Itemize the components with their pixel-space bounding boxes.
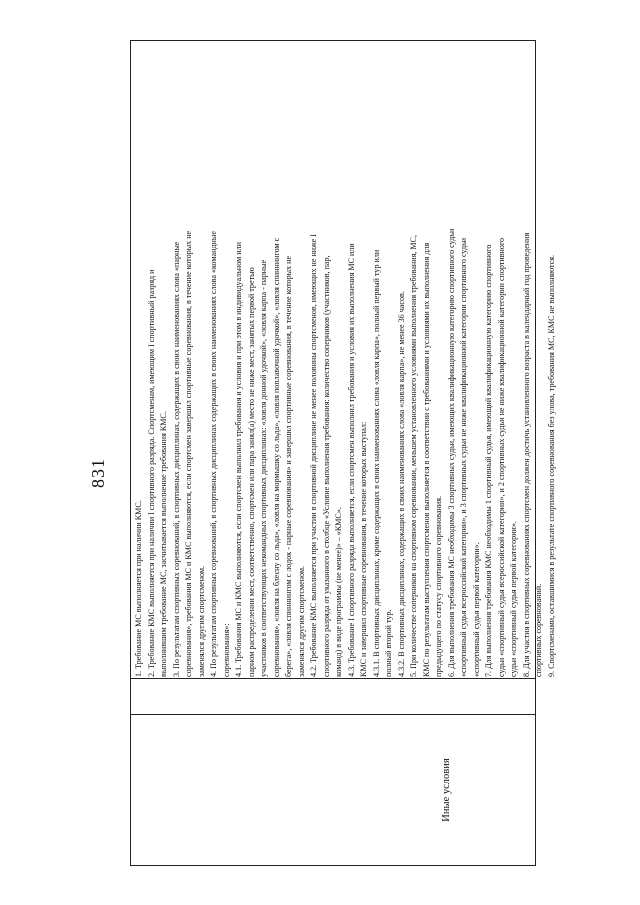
page-number: 831 <box>88 458 108 488</box>
condition-line: берега», «ловля спиннингом с лодок - парные соревнования» и завершил спортивные соревнования, в течение которых не <box>284 255 293 677</box>
condition-line: спортивного разряда от указанного в столбце «Условие выполнения требования: количество соперников (участников, пар, <box>321 255 331 677</box>
condition-line: 8. Для участия в спортивных соревнованиях спортсмен должен достичь установленного возраста в календарный год проведения <box>521 232 531 677</box>
condition-line: парном распределении мест, соответственно, спортсмен или пара занял(а) место не ниже мест, занятых первой третью <box>246 267 256 677</box>
condition-line: «спортивный судья всероссийской категории», и 3 спортивных судьи не ниже квалификационной категории спортивного судьи <box>459 237 468 677</box>
condition-line: КМС и завершил спортивные соревнования, в течение которых выступал: <box>359 421 368 677</box>
condition-line: соревнования», «ловля на блесну со льда», «ловля на мормышку со льда», «ловля поплавочной удочкой», «ловля спиннингом с <box>271 237 281 677</box>
condition-line: соревнования», требования МС и КМС выполняются, если спортсмен завершил спортивные соревнования, в течение которых не <box>184 230 193 677</box>
condition-line: участников в соответствующих некомандных спортивных дисциплинах: «ловля донной удочкой», «ловля карпа - парные <box>259 259 268 677</box>
condition-line: 5. При количестве соперников на спортивном соревновании, меньшем установленного условиями выполнения требования, МС, <box>409 235 418 677</box>
condition-line: 9. Спортсменами, оставшимися в результате спортивного соревнования без улова, требования МС, КМС не выполняются. <box>546 254 556 677</box>
condition-line: соревнования»: <box>221 623 231 677</box>
condition-line: команд) в виде программы (не менее)» – «КМС». <box>334 507 343 677</box>
condition-line: выполнившим требование МС, засчитывается выполнение требования КМС. <box>159 411 168 677</box>
condition-line: 7. Для выполнения требования КМС необходимы 1 спортивный судья, имеющий квалификационную категорию спортивного <box>484 244 493 677</box>
column-divider <box>131 678 535 679</box>
condition-line: 3. По результатам спортивных соревнований, в спортивных дисциплинах, содержащих в своих наименованиях слова «парные <box>171 241 181 677</box>
condition-line: судьи «спортивный судья первой категории». <box>509 521 518 677</box>
condition-line: заменялся другим спортсменом. <box>296 565 306 677</box>
category-cell <box>131 714 535 865</box>
condition-line: 4.2. Требование КМС выполняется при участии в спортивной дисциплине не менее половины спортсменов, имеющих не ниже I <box>309 234 318 677</box>
rotated-page <box>70 32 570 872</box>
conditions-cell <box>133 45 556 677</box>
condition-line: 4. По результатам спортивных соревнований, в спортивных дисциплинах содержащих в своих наименованиях слова «командные <box>209 231 218 677</box>
requirements-table <box>130 40 556 866</box>
condition-line: 4.3.1. В спортивных дисциплинах, кроме содержащих в своих наименованиях слова «ловля карпа», полный первый тур или <box>371 249 381 677</box>
condition-line: 4.3.2. В спортивных дисциплинах, содержащих в своих наименованиях слова «ловля карпа», не менее 36 часов. <box>396 291 406 677</box>
condition-line: 4.3. Требование I спортивного разряда выполняется, если спортсмен выполнил требования и условия их выполнения МС или <box>346 243 356 677</box>
condition-line: 4.1. Требования МС и КМС выполняются, если спортсмен выполнил требования и условия и при этом в индивидуальном или <box>234 242 243 677</box>
condition-line: 6. Для выполнения требования МС необходимы 3 спортивных судьи, имеющих квалификационную категорию спортивного судьи <box>446 228 456 677</box>
category-label: Иные условия <box>441 758 452 822</box>
condition-line: 2. Требование КМС выполняется при наличии I спортивного разряда. Спортсменам, имеющим I спортивный разряд и <box>146 269 156 677</box>
condition-line: предыдущего по статусу спортивного соревнования. <box>434 495 443 677</box>
condition-line: 1. Требование МС выполняется при наличии КМС. <box>134 500 143 677</box>
condition-line: спортивных соревнований. <box>534 583 543 677</box>
condition-line: заменялся другим спортсменом. <box>196 565 206 677</box>
condition-line: КМС по результатам выступления спортсменов выполняется в соответствии с требованиями и условиями их выполнения для <box>421 242 431 677</box>
condition-line: судьи «спортивный судья всероссийской категории», и 2 спортивных судьи не ниже квалификационной категории спортивного <box>496 237 506 677</box>
condition-line: полный второй тур. <box>384 609 393 677</box>
condition-line: «спортивный судья первой категории». <box>471 542 481 677</box>
